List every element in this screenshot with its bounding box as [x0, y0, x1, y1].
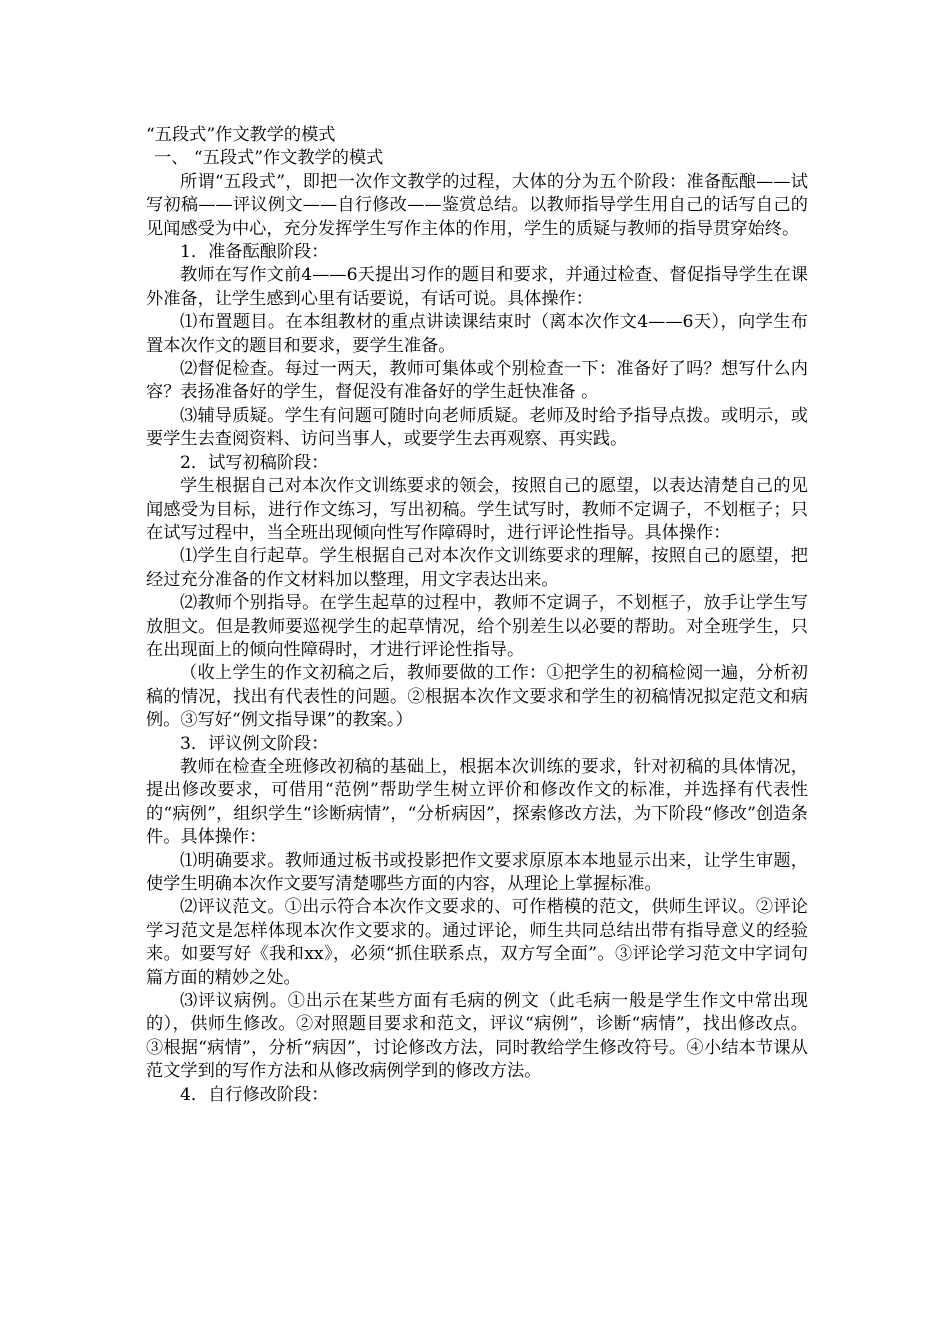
- section-heading: 一、 “五段式”作文教学的模式: [154, 148, 384, 169]
- list-item: ⑶辅导质疑。学生有问题可随时向老师质疑。老师及时给予指导点拨。或明示，或要学生去查阅资料、访问当事人，或要学生去再观察、再实践。: [146, 405, 808, 450]
- paragraph: 教师在写作文前4——6天提出习作的题目和要求，并通过检查、督促指导学生在课外准备，让学生感到心里有话要说，有话可说。具体操作：: [146, 265, 808, 309]
- paragraph: 学生根据自己对本次作文训练要求的领会，按照自己的愿望，以表达清楚自己的见闻感受为目标，进行作文练习，写出初稿。学生试写时，教师不定调子，不划框子；只在试写过程中，当全班出现倾向性写作障碍时，进行评论性指导。具体操作：: [146, 476, 808, 543]
- list-item: ⑶评议病例。①出示在某些方面有毛病的例文（此毛病一般是学生作文中常出现的），供师生修改。②对照题目要求和范文，评议“病例”，诊断“病情”，找出修改点。③根据“病情”，分析“病因”，讨论修改方法，同时教给学生修改符号。④小结本节课从范文学到的写作方法和从修改病例学到的修改方法。: [146, 991, 808, 1082]
- list-item: ⑴学生自行起草。学生根据自己对本次作文训练要求的理解，按照自己的愿望，把经过充分准备的作文材料加以整理，用文字表达出来。: [146, 546, 808, 590]
- subsection-heading: 1．准备酝酿阶段：: [180, 242, 329, 263]
- subsection-heading: 3．评议例文阶段：: [180, 733, 329, 754]
- document-page: [146, 124, 808, 1107]
- list-item: ⑴明确要求。教师通过板书或投影把作文要求原原本本地显示出来，让学生审题，使学生明确本次作文要写清楚哪些方面的内容，从理论上掌握标准。: [146, 850, 808, 894]
- subsection-heading: 4．自行修改阶段：: [180, 1084, 329, 1105]
- list-item: ⑵教师个别指导。在学生起草的过程中，教师不定调子，不划框子，放手让学生写放胆文。但是教师要巡视学生的起草情况，给个别差生以必要的帮助。对全班学生，只在出现面上的倾向性障碍时，才进行评论性指导。: [146, 593, 808, 660]
- paragraph: （收上学生的作文初稿之后，教师要做的工作：①把学生的初稿检阅一遍，分析初稿的情况，找出有代表性的问题。②根据本次作文要求和学生的初稿情况拟定范文和病例。③写好“例文指导课”的教案。）: [146, 663, 808, 731]
- paragraph: 所谓“五段式”，即把一次作文教学的过程，大体的分为五个阶段：准备酝酿——试写初稿——评议例文——自行修改——鉴赏总结。以教师指导学生用自己的话写自己的见闻感受为中心，充分发挥学生写作主体的作用，学生的质疑与教师的指导贯穿始终。: [146, 171, 808, 239]
- list-item: ⑵评议范文。①出示符合本次作文要求的、可作楷模的范文，供师生评议。②评论学习范文是怎样体现本次作文要求的。通过评论，师生共同总结出带有指导意义的经验来。如要写好《我和xx》，必须“抓住联系点，双方写全面”。③评论学习范文中字词句篇方面的精妙之处。: [146, 897, 808, 988]
- subsection-heading: 2．试写初稿阶段：: [180, 452, 329, 473]
- paragraph: 教师在检查全班修改初稿的基础上，根据本次训练的要求，针对初稿的具体情况，提出修改要求，可借用“范例”帮助学生树立评价和修改作文的标准，并选择有代表性的“病例”，组织学生“诊断病情”，“分析病因”，探索修改方法，为下阶段“修改”创造条件。具体操作：: [146, 756, 808, 848]
- document-title: “五段式”作文教学的模式: [146, 125, 336, 145]
- list-item: ⑵督促检查。每过一两天，教师可集体或个别检查一下：准备好了吗？想写什么内容？表扬准备好的学生，督促没有准备好的学生赶快准备 。: [146, 359, 808, 403]
- list-item: ⑴布置题目。在本组教材的重点讲读课结束时（离本次作文4——6天），向学生布置本次作文的题目和要求，要学生准备。: [146, 312, 808, 356]
